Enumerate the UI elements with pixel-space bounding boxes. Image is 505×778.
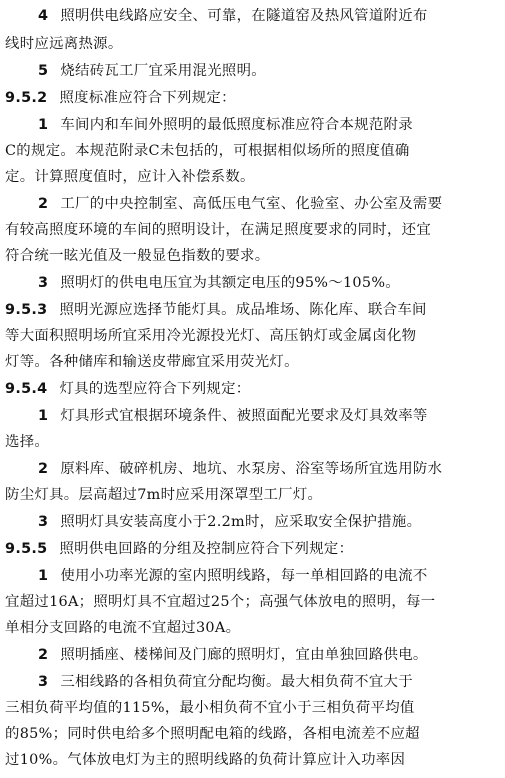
line-text: 线时应远离热源。 (5, 36, 123, 52)
line-text: 有较高照度环境的车间的照明设计，在满足照度要求的同时，还宜 (5, 222, 432, 238)
text-line (5, 428, 499, 456)
section-heading (5, 375, 499, 403)
line-text: C的规定。本规范附录C未包括的，可根据相似场所的照度值确 (5, 143, 410, 159)
item-number: 3 (38, 514, 49, 530)
text-line (5, 481, 499, 509)
line-text: 等大面积照明场所宜采用冷光源投光灯、高压钠灯或金属卤化物 (5, 328, 417, 344)
item-number: 5 (38, 63, 49, 79)
text-line (5, 216, 499, 244)
line-text: 三相负荷平均值的115%，最小相负荷不宜小于三相负荷平均值 (5, 700, 415, 716)
text-line (5, 242, 499, 270)
text-line (38, 641, 499, 669)
line-text: 照明灯的供电电压宜为其额定电压的95%～105%。 (60, 275, 400, 291)
line-text: 照明供电回路的分组及控制应符合下列规定： (59, 541, 354, 557)
text-line (5, 163, 499, 191)
line-text: 灯具的选型应符合下列规定： (59, 381, 251, 397)
section-heading (5, 535, 499, 563)
section-number: 9.5.4 (5, 381, 48, 397)
text-line (38, 111, 499, 139)
text-line (5, 694, 499, 722)
line-text: 使用小功率光源的室内照明线路，每一单相回路的电流不 (60, 568, 428, 584)
text-line (5, 614, 499, 642)
text-line (5, 30, 499, 58)
line-text: 照明供电线路应安全、可靠，在隧道窑及热风管道附近布 (60, 8, 428, 24)
item-number: 1 (38, 408, 49, 424)
line-text: 定。计算照度值时，应计入补偿系数。 (5, 169, 255, 185)
text-line (38, 562, 499, 590)
line-text: 单相分支回路的电流不宜超过30A。 (5, 620, 241, 636)
line-text: 烧结砖瓦工厂宜采用混光照明。 (60, 63, 266, 79)
text-line (5, 720, 499, 748)
line-text: 选择。 (5, 434, 50, 450)
text-line (38, 2, 499, 30)
item-number: 2 (38, 461, 49, 477)
item-number: 3 (38, 275, 49, 291)
text-line (38, 402, 499, 430)
text-line (38, 668, 499, 696)
line-text: 过10%。气体放电灯为主的照明线路的负荷计算应计入功率因 (5, 752, 406, 768)
text-line (5, 588, 499, 616)
item-number: 1 (38, 117, 49, 133)
line-text: 的85%；同时供电给多个照明配电箱的线路，各相电流差不应超 (5, 726, 420, 742)
line-text: 车间内和车间外照明的最低照度标准应符合本规范附录 (60, 117, 413, 133)
line-text: 照明插座、楼梯间及门廊的照明灯，宜由单独回路供电。 (60, 647, 428, 663)
text-line (38, 508, 499, 536)
item-number: 4 (38, 8, 49, 24)
section-number: 9.5.2 (5, 90, 48, 106)
line-text: 照明灯具安装高度小于2.2m时，应采取安全保护措施。 (60, 514, 422, 530)
line-text: 工厂的中央控制室、高低压电气室、化验室、办公室及需要 (60, 196, 443, 212)
line-text: 宜超过16A；照明灯具不宜超过25个；高强气体放电的照明，每一 (5, 594, 436, 610)
item-number: 3 (38, 674, 49, 690)
line-text: 灯具形式宜根据环境条件、被照面配光要求及灯具效率等 (60, 408, 428, 424)
text-line (5, 322, 499, 350)
section-heading (5, 84, 499, 112)
text-line (38, 57, 499, 85)
line-text: 照度标准应符合下列规定： (59, 90, 236, 106)
section-heading (5, 296, 499, 324)
text-line (38, 190, 499, 218)
line-text: 防尘灯具。层高超过7m时应采用深罩型工厂灯。 (5, 487, 323, 503)
line-text: 灯等。各种储库和输送皮带廊宜采用荧光灯。 (5, 354, 299, 370)
item-number: 1 (38, 568, 49, 584)
text-line (5, 348, 499, 376)
line-text: 原料库、破碎机房、地坑、水泵房、浴室等场所宜选用防水 (60, 461, 443, 477)
item-number: 2 (38, 196, 49, 212)
line-text: 照明光源应选择节能灯具。成品堆场、陈化库、联合车间 (59, 302, 427, 318)
text-line (5, 746, 499, 774)
text-line (5, 137, 499, 165)
text-line (38, 269, 499, 297)
section-number: 9.5.3 (5, 302, 48, 318)
text-line (38, 455, 499, 483)
line-text: 符合统一眩光值及一般显色指数的要求。 (5, 248, 270, 264)
section-number: 9.5.5 (5, 541, 48, 557)
item-number: 2 (38, 647, 49, 663)
line-text: 三相线路的各相负荷宜分配均衡。最大相负荷不宜大于 (60, 674, 413, 690)
